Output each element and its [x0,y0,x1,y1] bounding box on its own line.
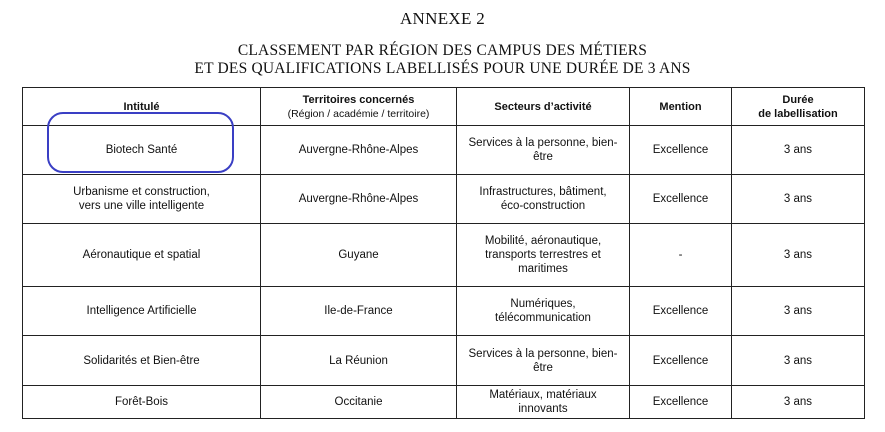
heading-line-1: CLASSEMENT PAR RÉGION DES CAMPUS DES MÉTIERS [237,42,648,59]
cell-secteurs [457,175,630,224]
highlight-annotation [47,112,234,173]
table-row [23,336,865,386]
cell-secteurs [457,126,630,175]
header-mention: Mention [630,88,732,126]
cell-intitule: Solidarités et Bien-être [23,336,261,386]
header-territoires-sub: (Région / académie / territoire) [287,107,430,120]
cell-mention: Excellence [630,386,732,419]
annex-title: ANNEXE 2 [399,9,486,28]
cell-secteurs-text: Mobilité, aéronautique, transports terrestres et maritimes [484,235,602,275]
cell-secteurs-text: Matériaux, matériaux innovants [489,389,597,415]
cell-territoire: Ile-de-France [261,287,457,336]
cell-territoire: La Réunion [261,336,457,386]
cell-mention: Excellence [630,175,732,224]
cell-intitule: Aéronautique et spatial [23,224,261,287]
cell-intitule: Intelligence Artificielle [23,287,261,336]
cell-secteurs [457,386,630,419]
header-territoires-label: Territoires concernés [302,93,415,106]
cell-secteurs [457,336,630,386]
table-row [23,287,865,336]
cell-intitule-text: Urbanisme et construction, vers une ville intelligente [73,186,210,212]
cell-secteurs [457,287,630,336]
cell-territoire: Auvergne-Rhône-Alpes [261,126,457,175]
header-duree-line2: de labellisation [758,107,838,120]
cell-mention: Excellence [630,336,732,386]
header-duree [732,88,865,126]
cell-duree: 3 ans [732,386,865,419]
cell-mention: - [630,224,732,287]
cell-territoire: Occitanie [261,386,457,419]
cell-secteurs-text: Numériques, télécommunication [495,298,591,324]
cell-duree: 3 ans [732,175,865,224]
cell-intitule [23,175,261,224]
cell-duree: 3 ans [732,224,865,287]
cell-territoire: Guyane [261,224,457,287]
cell-mention: Excellence [630,126,732,175]
table-row [23,175,865,224]
header-intitule: Intitulé [23,88,261,126]
heading-line-2: ET DES QUALIFICATIONS LABELLISÉS POUR UNE DURÉE DE 3 ANS [194,60,691,77]
table-row [23,224,865,287]
header-secteurs: Secteurs d’activité [457,88,630,126]
table-row [23,386,865,419]
cell-intitule: Forêt-Bois [23,386,261,419]
cell-secteurs [457,224,630,287]
cell-duree: 3 ans [732,336,865,386]
cell-secteurs-text: Services à la personne, bien-être [468,137,618,163]
cell-secteurs-text: Services à la personne, bien-être [468,347,618,374]
cell-mention: Excellence [630,287,732,336]
cell-duree: 3 ans [732,287,865,336]
cell-duree: 3 ans [732,126,865,175]
cell-secteurs-text: Infrastructures, bâtiment, éco-construction [479,186,607,212]
cell-territoire: Auvergne-Rhône-Alpes [261,175,457,224]
header-duree-line1: Durée [782,93,814,106]
cell-intitule: Biotech Santé [23,126,261,175]
document-heading [0,42,885,78]
header-territoires [261,88,457,126]
